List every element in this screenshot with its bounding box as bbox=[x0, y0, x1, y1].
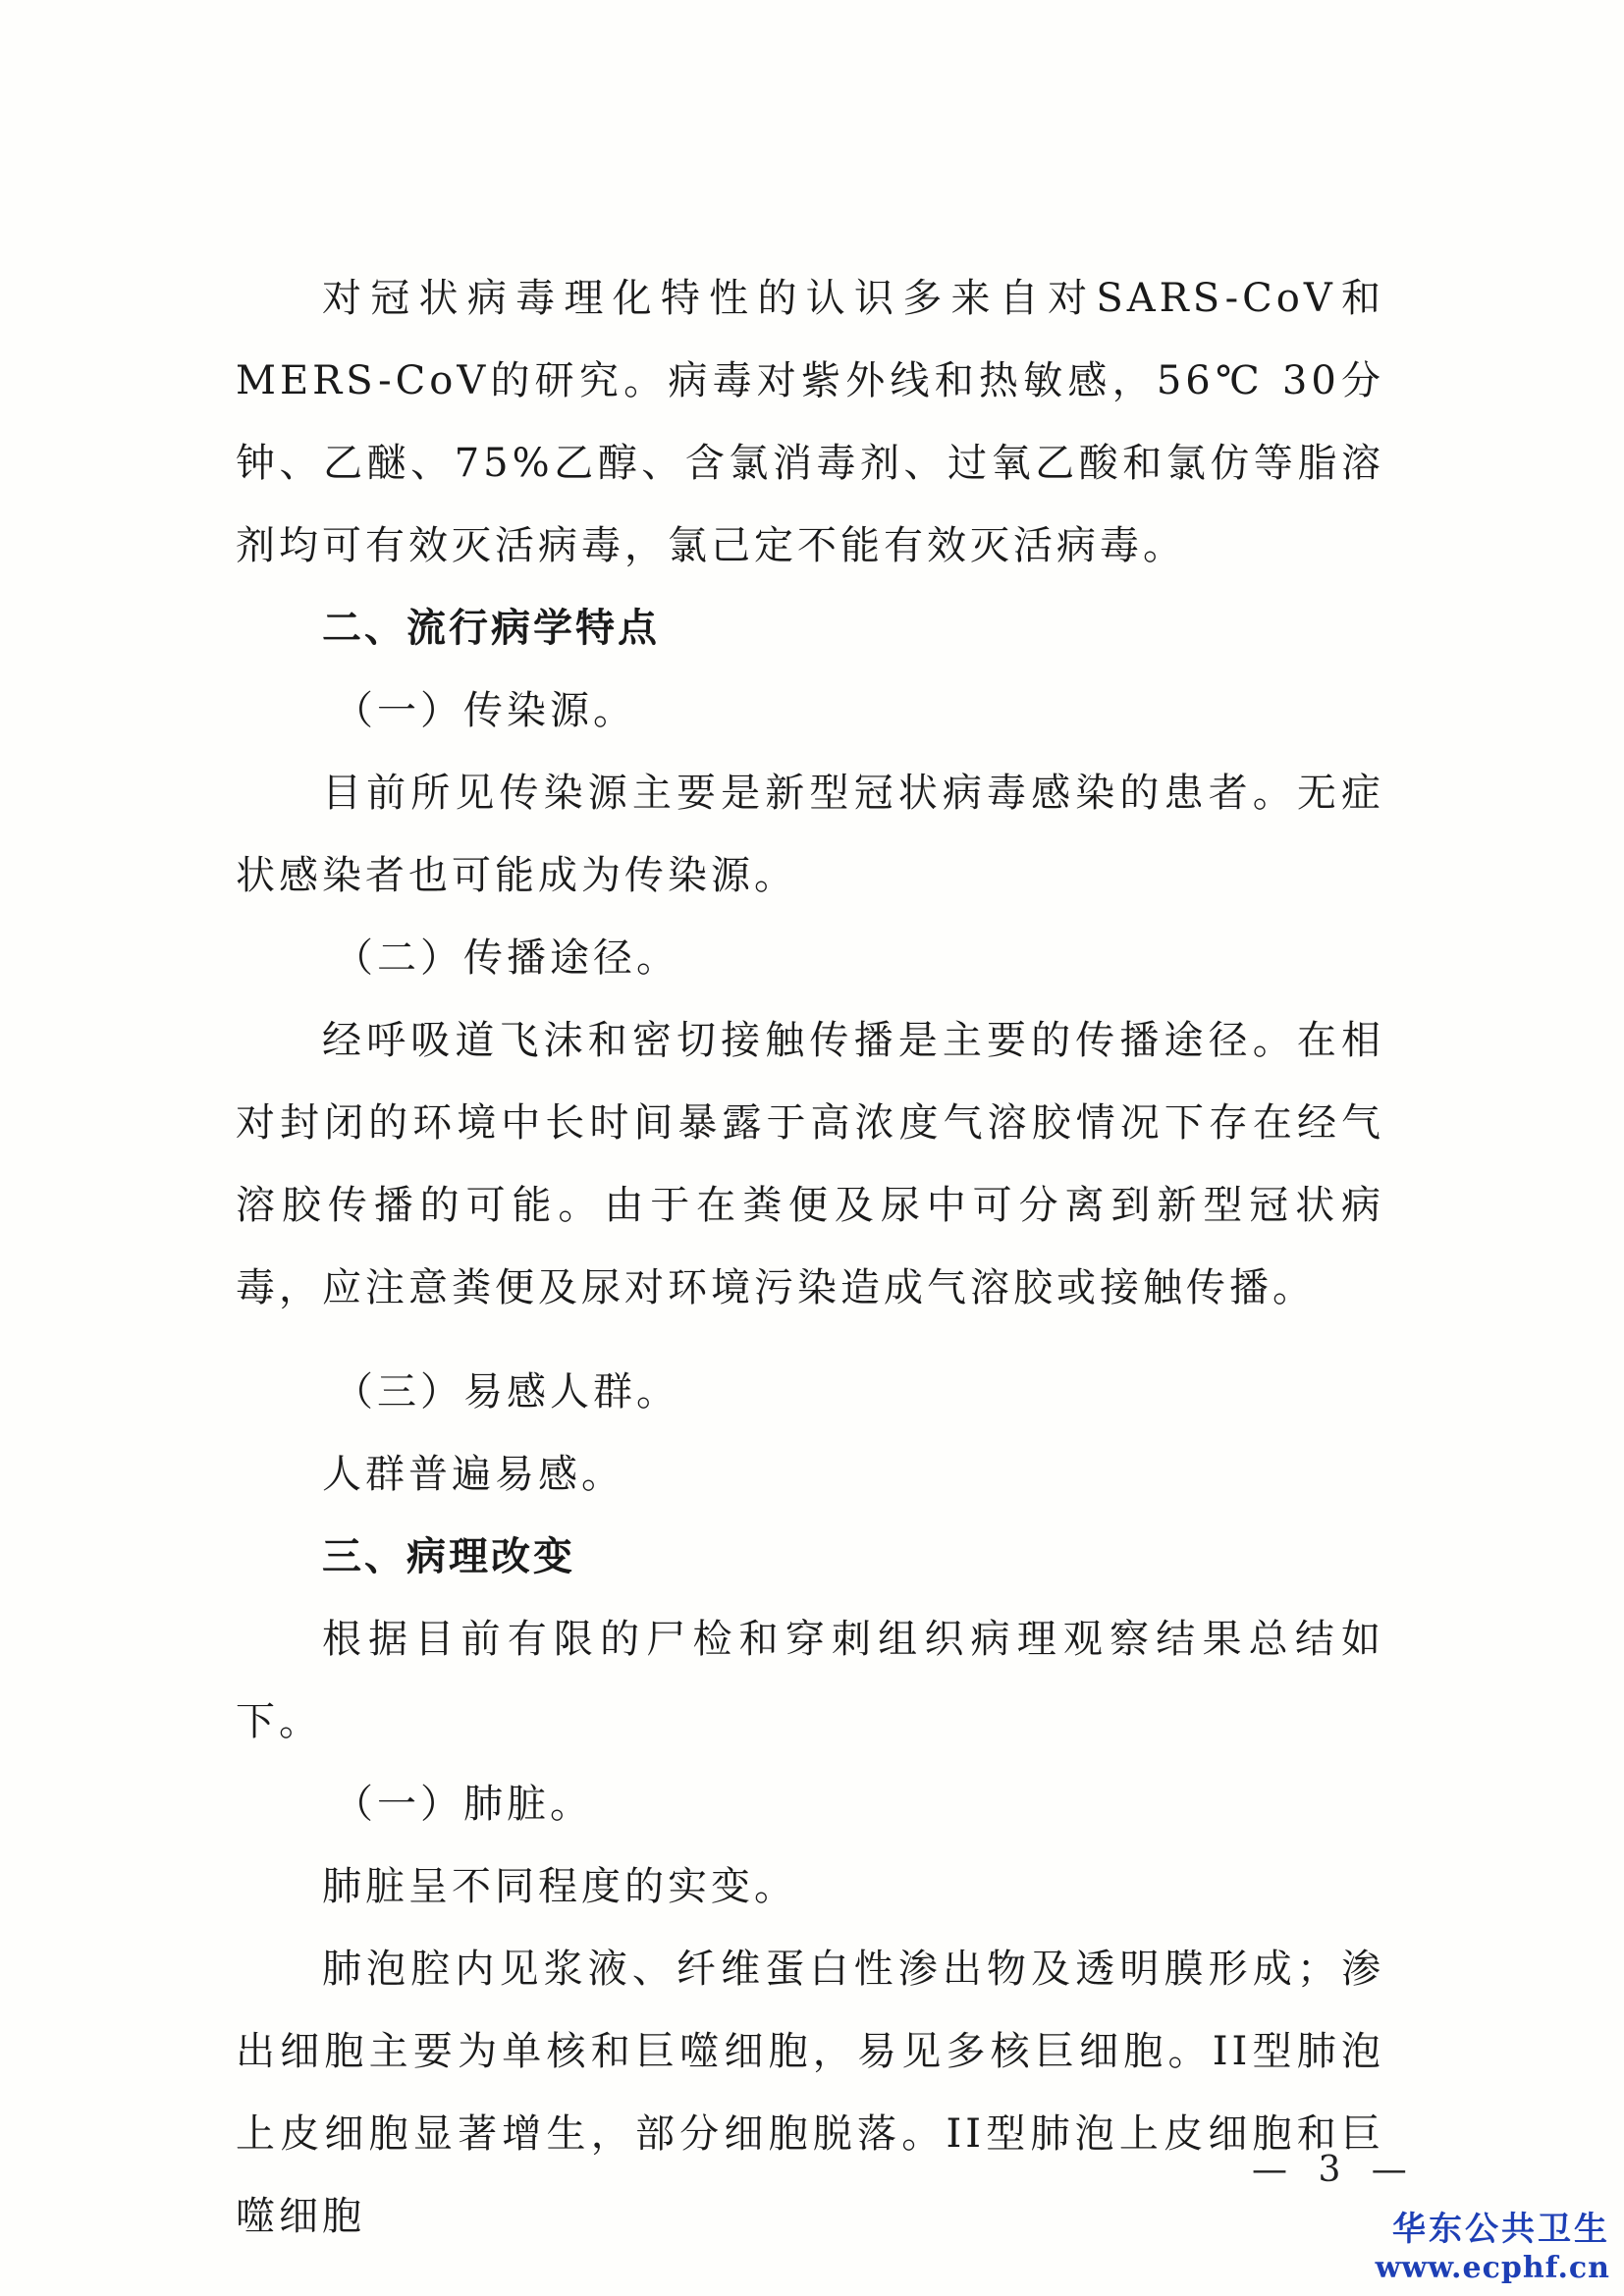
watermark-url: www.ecphf.cn bbox=[1375, 2251, 1610, 2285]
paragraph-infection-source: 目前所见传染源主要是新型冠状病毒感染的患者。无症状感染者也可能成为传染源。 bbox=[236, 771, 1384, 898]
paragraph-lung-detail: 肺泡腔内见浆液、纤维蛋白性渗出物及透明膜形成；渗出细胞主要为单核和巨噬细胞，易见多核巨细胞。II型肺泡上皮细胞显著增生，部分细胞脱落。II型肺泡上皮细胞和巨噬细胞 bbox=[236, 1947, 1384, 2239]
subheading-susceptible-population: （三）易感人群。 bbox=[334, 1369, 679, 1415]
subheading-transmission-route: （二）传播途径。 bbox=[334, 935, 679, 981]
paragraph-physicochemical: 对冠状病毒理化特性的认识多来自对SARS-CoV和MERS-CoV的研究。病毒对紫外线和热敏感，56℃ 30分钟、乙醚、75%乙醇、含氯消毒剂、过氧乙酸和氯仿等脂溶剂均可有效灭活病毒，氯己定不能有效灭活病毒。 bbox=[236, 276, 1384, 568]
document-body bbox=[236, 257, 1384, 2258]
paragraph-transmission-route: 经呼吸道飞沫和密切接触传播是主要的传播途径。在相对封闭的环境中长时间暴露于高浓度气溶胶情况下存在经气溶胶传播的可能。由于在粪便及尿中可分离到新型冠状病毒，应注意粪便及尿对环境污染造成气溶胶或接触传播。 bbox=[236, 1018, 1384, 1310]
heading-epidemiology: 二、流行病学特点 bbox=[322, 606, 660, 651]
heading-pathology: 三、病理改变 bbox=[322, 1534, 575, 1579]
paragraph-lung-consolidation: 肺脏呈不同程度的实变。 bbox=[322, 1864, 797, 1909]
paragraph-pathology-intro: 根据目前有限的尸检和穿刺组织病理观察结果总结如下。 bbox=[236, 1617, 1384, 1744]
watermark bbox=[1376, 2210, 1610, 2288]
subheading-lung: （一）肺脏。 bbox=[334, 1782, 593, 1827]
paragraph-susceptible-population: 人群普遍易感。 bbox=[322, 1452, 624, 1497]
watermark-title: 华东公共卫生 bbox=[1392, 2210, 1610, 2249]
subheading-infection-source: （一）传染源。 bbox=[334, 688, 636, 733]
page-number: — 3 — bbox=[1252, 2150, 1417, 2190]
